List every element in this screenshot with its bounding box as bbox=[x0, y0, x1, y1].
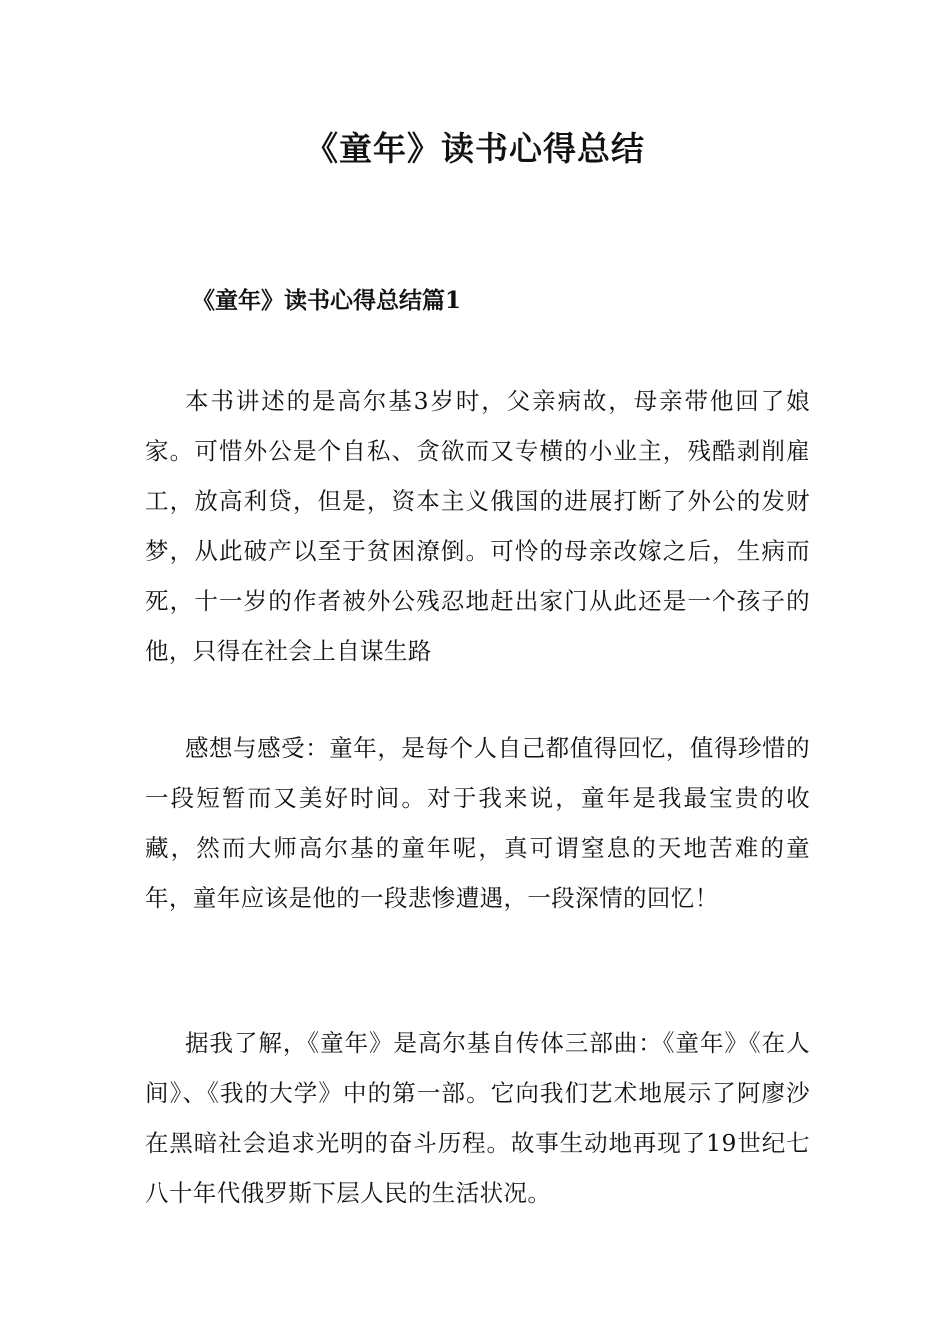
paragraph-background: 据我了解，《童年》是高尔基自传体三部曲：《童年》《在人间》、《我的大学》中的第一部。它向我们艺术地展示了阿廖沙在黑暗社会追求光明的奋斗历程。故事生动地再现了19世纪七八十年代俄罗斯下层人民的生活状况。 bbox=[145, 1029, 810, 1207]
section-heading: 《童年》读书心得总结篇1 bbox=[192, 287, 462, 314]
paragraph-summary: 本书讲述的是高尔基3岁时，父亲病故，母亲带他回了娘家。可惜外公是个自私、贪欲而又专横的小业主，残酷剥削雇工，放高利贷，但是，资本主义俄国的进展打断了外公的发财梦，从此破产以至于贫困潦倒。可怜的母亲改嫁之后，生病而死，十一岁的作者被外公残忍地赶出家门从此还是一个孩子的他，只得在社会上自谋生路 bbox=[145, 387, 810, 665]
paragraph-reflection: 感想与感受：童年，是每个人自己都值得回忆，值得珍惜的一段短暂而又美好时间。对于我来说，童年是我最宝贵的收藏，然而大师高尔基的童年呢，真可谓窒息的天地苦难的童年，童年应该是他的一段悲惨遭遇，一段深情的回忆！ bbox=[145, 734, 810, 912]
document-title: 《童年》读书心得总结 bbox=[305, 129, 645, 168]
